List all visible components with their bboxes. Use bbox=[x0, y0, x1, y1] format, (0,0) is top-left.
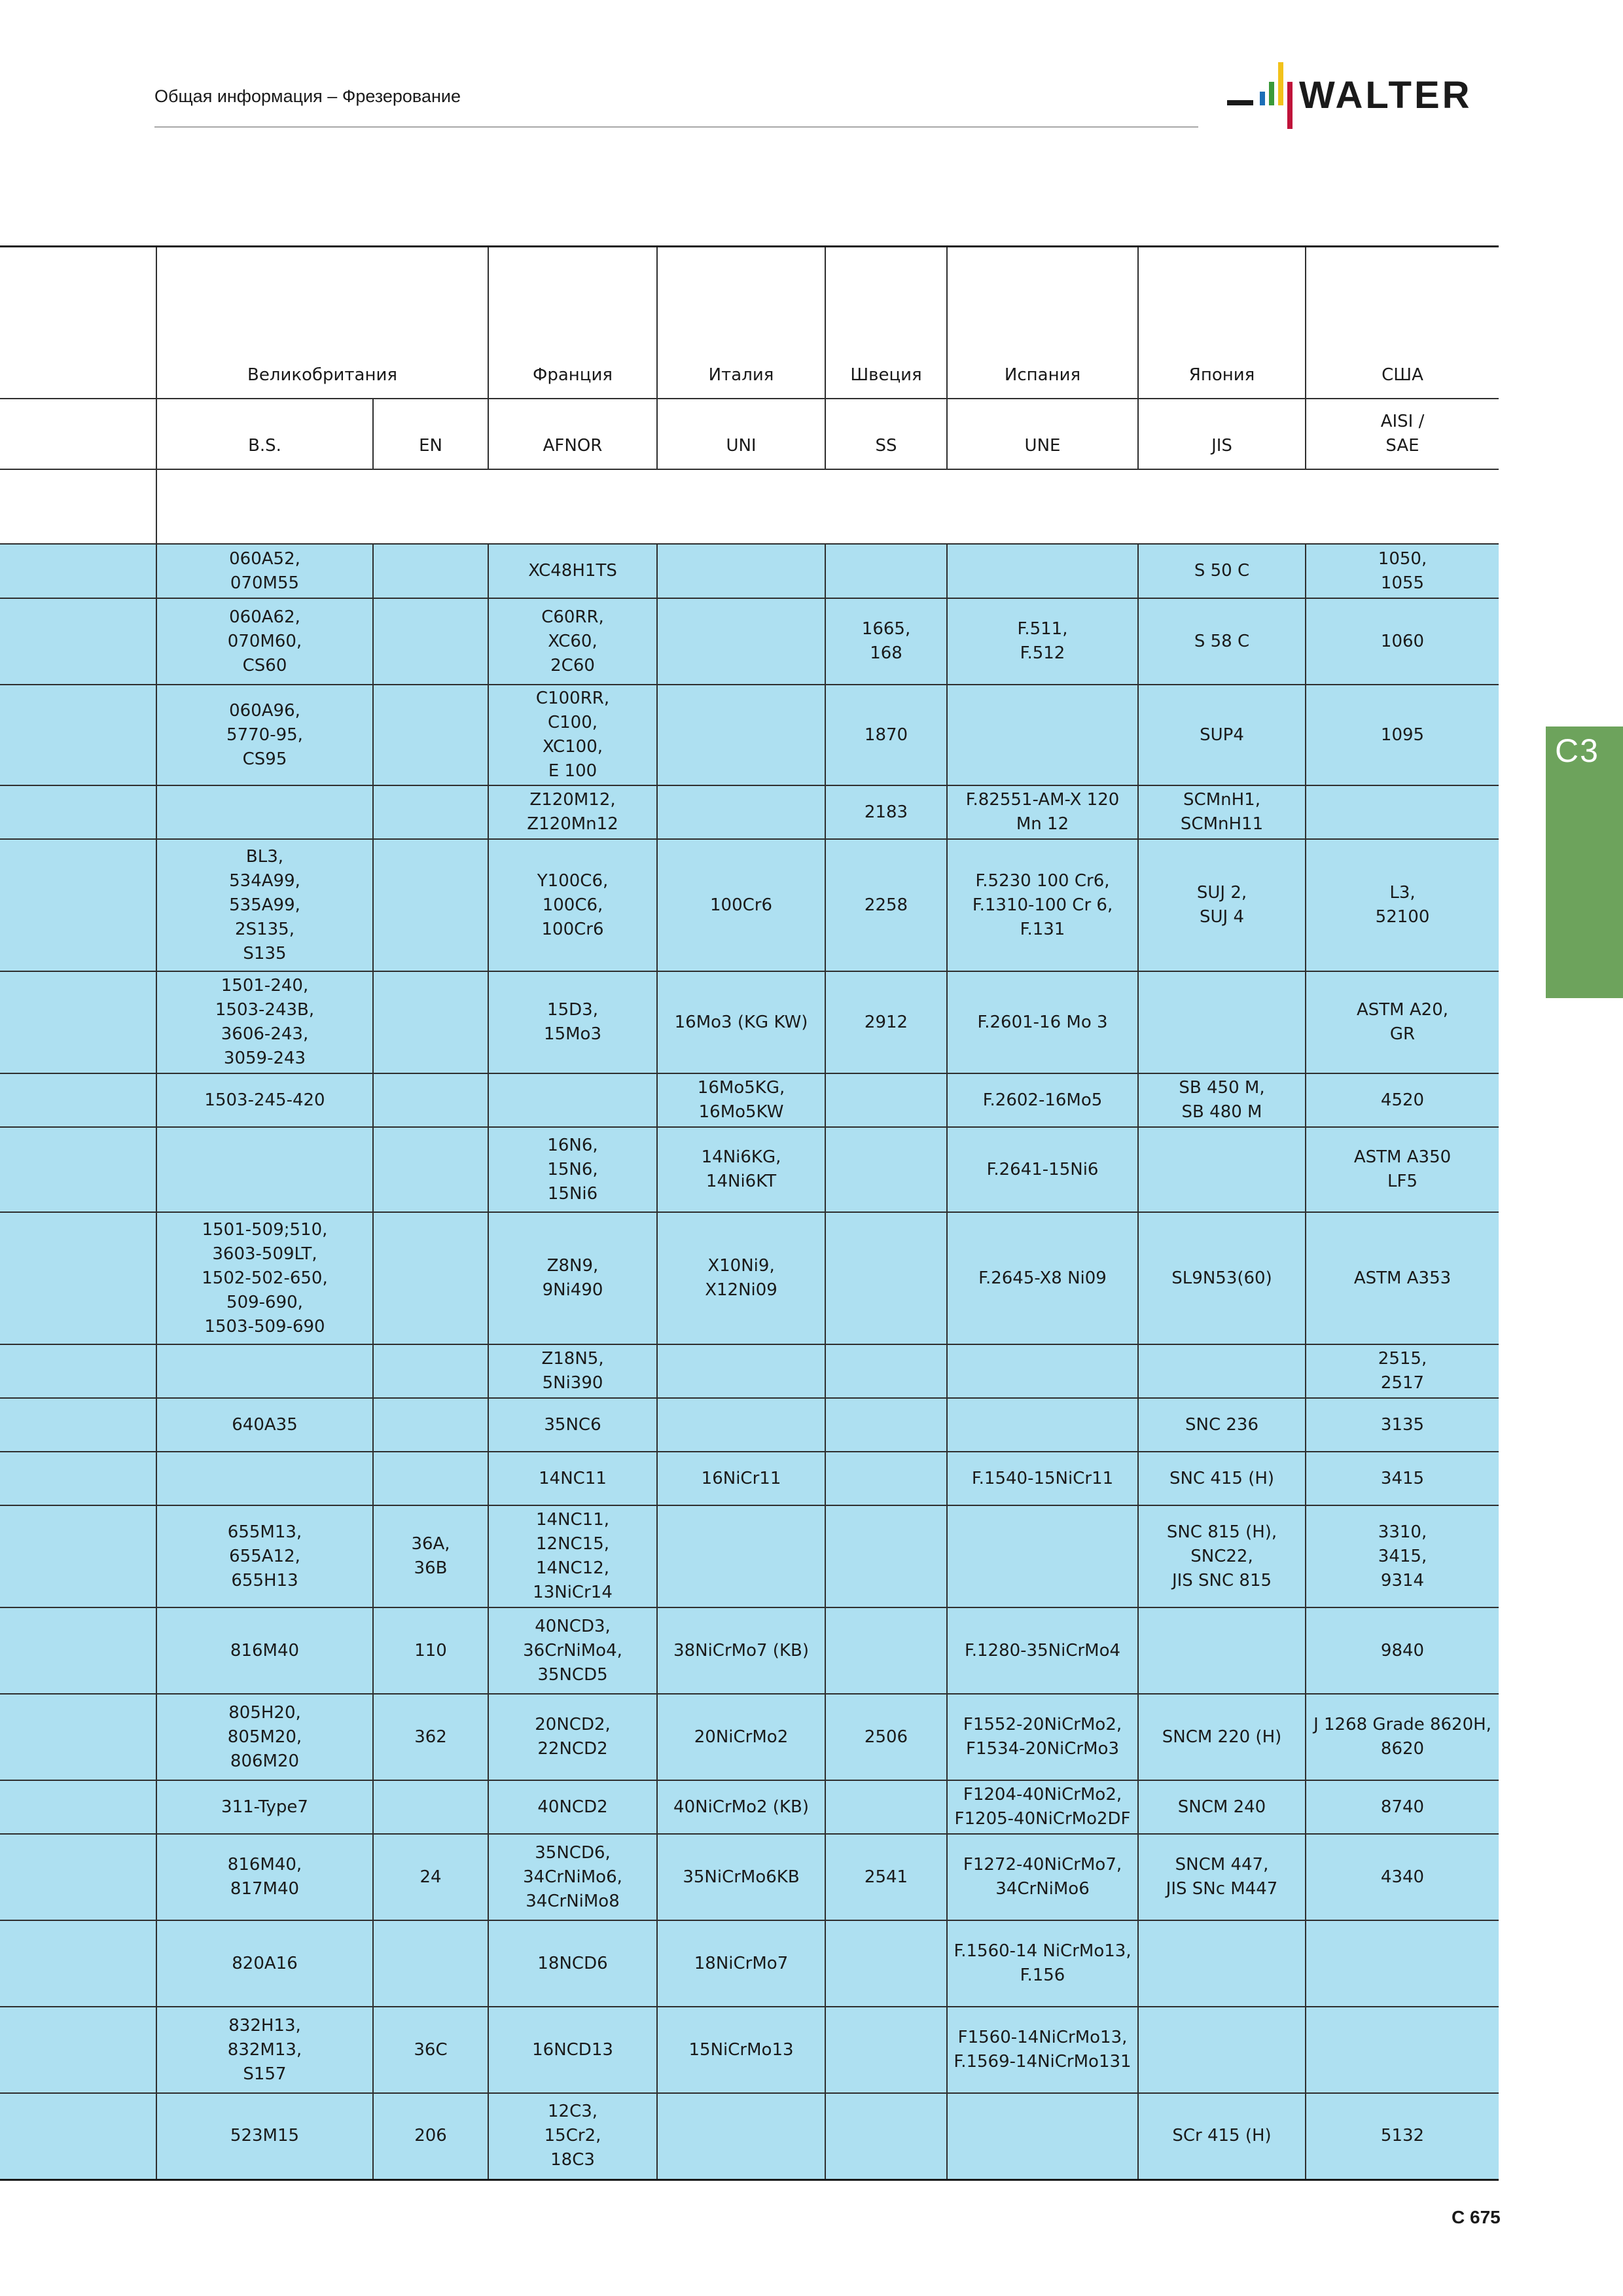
cell-uni bbox=[657, 1505, 825, 1607]
cell-ss bbox=[825, 1212, 947, 1344]
cell-une bbox=[947, 685, 1138, 785]
table-row bbox=[0, 785, 1499, 839]
cell-ss: 1665, 168 bbox=[825, 598, 947, 685]
cell-ss bbox=[825, 1780, 947, 1834]
cell-bs bbox=[156, 1344, 373, 1398]
cell-afnor: 16NCD13 bbox=[488, 2007, 657, 2093]
cell-uni: 40NiCrMo2 (KB) bbox=[657, 1780, 825, 1834]
cell-aisi: 8740 bbox=[1306, 1780, 1499, 1834]
cell-ss: 1870 bbox=[825, 685, 947, 785]
cell-ss bbox=[825, 1398, 947, 1452]
cell-une: F1560-14NiCrMo13, F.1569-14NiCrMo131 bbox=[947, 2007, 1138, 2093]
cell-ss: 2912 bbox=[825, 971, 947, 1073]
table-row bbox=[0, 1780, 1499, 1834]
cell-bs bbox=[156, 1127, 373, 1212]
header-rule bbox=[154, 126, 1198, 128]
cell-uni: 16Mo5KG, 16Mo5KW bbox=[657, 1073, 825, 1127]
cell-bs: 832H13, 832M13, S157 bbox=[156, 2007, 373, 2093]
cell-uni: 18NiCrMo7 bbox=[657, 1920, 825, 2007]
cell-jis: SCr 415 (H) bbox=[1138, 2093, 1306, 2179]
cell-en: 24 bbox=[373, 1834, 488, 1920]
cell-bs: 1501-509;510, 3603-509LT, 1502-502-650, 509-690, 1503-509-690 bbox=[156, 1212, 373, 1344]
header-country-uk: Великобритания bbox=[156, 247, 488, 399]
cell-aisi: 3415 bbox=[1306, 1452, 1499, 1505]
table-row bbox=[0, 1607, 1499, 1694]
cell-une: F1552-20NiCrMo2, F1534-20NiCrMo3 bbox=[947, 1694, 1138, 1780]
cell-en bbox=[373, 544, 488, 598]
cell-jis: SB 450 M, SB 480 M bbox=[1138, 1073, 1306, 1127]
cell-bs: 311-Type7 bbox=[156, 1780, 373, 1834]
cell-une: F.2602-16Mo5 bbox=[947, 1073, 1138, 1127]
cell-bs: BL3, 534A99, 535A99, 2S135, S135 bbox=[156, 839, 373, 971]
cell-une: F.2645-X8 Ni09 bbox=[947, 1212, 1138, 1344]
cell-une bbox=[947, 1505, 1138, 1607]
cell-bs: 060A96, 5770-95, CS95 bbox=[156, 685, 373, 785]
cell-afnor bbox=[488, 1073, 657, 1127]
standard-header-row bbox=[0, 399, 1499, 469]
cell-bs: 640A35 bbox=[156, 1398, 373, 1452]
cell-bs: 060A62, 070M60, CS60 bbox=[156, 598, 373, 685]
cell-en bbox=[373, 785, 488, 839]
page-header-title: Общая информация – Фрезерование bbox=[154, 86, 461, 106]
table-row bbox=[0, 1398, 1499, 1452]
cell-jis: SCMnH1, SCMnH11 bbox=[1138, 785, 1306, 839]
header-standard-bs: B.S. bbox=[156, 399, 373, 469]
cell-ss: 2541 bbox=[825, 1834, 947, 1920]
cell-bs: 655M13, 655A12, 655H13 bbox=[156, 1505, 373, 1607]
cell-afnor: 14NC11 bbox=[488, 1452, 657, 1505]
cell-jis: SNC 236 bbox=[1138, 1398, 1306, 1452]
cell-aisi: 4520 bbox=[1306, 1073, 1499, 1127]
logo-bar-blue bbox=[1260, 92, 1265, 105]
cell-une: F.511, F.512 bbox=[947, 598, 1138, 685]
cell-aisi: L3, 52100 bbox=[1306, 839, 1499, 971]
cell-en: 36C bbox=[373, 2007, 488, 2093]
cell-en bbox=[373, 1073, 488, 1127]
cell-ss bbox=[825, 2007, 947, 2093]
row-label-cell bbox=[0, 1505, 156, 1607]
row-label-cell bbox=[0, 839, 156, 971]
table-row bbox=[0, 1073, 1499, 1127]
section-tab bbox=[1546, 726, 1623, 998]
section-tab-label: C3 bbox=[1555, 732, 1599, 769]
row-label-cell bbox=[0, 1694, 156, 1780]
cell-afnor: 35NCD6, 34CrNiMo6, 34CrNiMo8 bbox=[488, 1834, 657, 1920]
table-row bbox=[0, 1127, 1499, 1212]
cell-jis: S 50 C bbox=[1138, 544, 1306, 598]
cell-jis: SUJ 2, SUJ 4 bbox=[1138, 839, 1306, 971]
table-row bbox=[0, 971, 1499, 1073]
table-row bbox=[0, 1452, 1499, 1505]
spacer-cell bbox=[0, 469, 156, 544]
cell-une bbox=[947, 544, 1138, 598]
header-standard-uni: UNI bbox=[657, 399, 825, 469]
cell-afnor: 16N6, 15N6, 15Ni6 bbox=[488, 1127, 657, 1212]
cell-une: F.2641-15Ni6 bbox=[947, 1127, 1138, 1212]
country-header-row bbox=[0, 247, 1499, 399]
row-label-cell bbox=[0, 685, 156, 785]
cell-afnor: 12C3, 15Cr2, 18C3 bbox=[488, 2093, 657, 2179]
cell-aisi: 3310, 3415, 9314 bbox=[1306, 1505, 1499, 1607]
row-label-cell bbox=[0, 1834, 156, 1920]
page-number: C 675 bbox=[1452, 2207, 1501, 2227]
cell-une bbox=[947, 2093, 1138, 2179]
row-label-cell bbox=[0, 1780, 156, 1834]
cell-bs: 060A52, 070M55 bbox=[156, 544, 373, 598]
cell-afnor: 20NCD2, 22NCD2 bbox=[488, 1694, 657, 1780]
cell-afnor: 15D3, 15Mo3 bbox=[488, 971, 657, 1073]
cell-afnor: Z18N5, 5Ni390 bbox=[488, 1344, 657, 1398]
row-label-cell bbox=[0, 1452, 156, 1505]
header-standard-afnor: AFNOR bbox=[488, 399, 657, 469]
cell-uni: 38NiCrMo7 (KB) bbox=[657, 1607, 825, 1694]
cell-aisi: 5132 bbox=[1306, 2093, 1499, 2179]
cell-une: F.1540-15NiCr11 bbox=[947, 1452, 1138, 1505]
cell-jis: SNC 415 (H) bbox=[1138, 1452, 1306, 1505]
cell-jis: SNC 815 (H), SNC22, JIS SNC 815 bbox=[1138, 1505, 1306, 1607]
header-standard-en: EN bbox=[373, 399, 488, 469]
cell-ss: 2258 bbox=[825, 839, 947, 971]
cell-uni: 16NiCr11 bbox=[657, 1452, 825, 1505]
cell-en: 206 bbox=[373, 2093, 488, 2179]
row-label-cell bbox=[0, 785, 156, 839]
cell-en bbox=[373, 598, 488, 685]
cell-bs: 820A16 bbox=[156, 1920, 373, 2007]
cell-bs: 816M40 bbox=[156, 1607, 373, 1694]
cell-ss bbox=[825, 1452, 947, 1505]
cell-ss bbox=[825, 544, 947, 598]
cell-afnor: C100RR, C100, XC100, E 100 bbox=[488, 685, 657, 785]
cell-afnor: 35NC6 bbox=[488, 1398, 657, 1452]
cell-aisi: 1060 bbox=[1306, 598, 1499, 685]
cell-aisi: J 1268 Grade 8620H, 8620 bbox=[1306, 1694, 1499, 1780]
spacer-row bbox=[0, 469, 1499, 544]
table-row bbox=[0, 544, 1499, 598]
logo-bar-yellow bbox=[1278, 62, 1283, 105]
cell-en bbox=[373, 839, 488, 971]
header-standard-aisi-sae: AISI / SAE bbox=[1306, 399, 1499, 469]
row-label-cell bbox=[0, 1607, 156, 1694]
row-label-cell bbox=[0, 2007, 156, 2093]
cell-aisi: 3135 bbox=[1306, 1398, 1499, 1452]
table-row bbox=[0, 1344, 1499, 1398]
cell-uni: 100Cr6 bbox=[657, 839, 825, 971]
cell-afnor: C60RR, XC60, 2C60 bbox=[488, 598, 657, 685]
cell-en bbox=[373, 1127, 488, 1212]
cell-jis: SNCM 220 (H) bbox=[1138, 1694, 1306, 1780]
cell-uni: 14Ni6KG, 14Ni6KT bbox=[657, 1127, 825, 1212]
logo-bar-green bbox=[1269, 82, 1274, 105]
cell-une: F.1560-14 NiCrMo13, F.156 bbox=[947, 1920, 1138, 2007]
cell-ss bbox=[825, 1920, 947, 2007]
walter-logo bbox=[1227, 62, 1502, 134]
cell-uni bbox=[657, 2093, 825, 2179]
spacer-cell bbox=[156, 469, 1499, 544]
cell-afnor: Z8N9, 9Ni490 bbox=[488, 1212, 657, 1344]
cell-afnor: 40NCD2 bbox=[488, 1780, 657, 1834]
header-standard-une: UNE bbox=[947, 399, 1138, 469]
cell-afnor: XC48H1TS bbox=[488, 544, 657, 598]
cell-jis bbox=[1138, 1920, 1306, 2007]
logo-bar-dark bbox=[1227, 100, 1253, 105]
cell-aisi: 9840 bbox=[1306, 1607, 1499, 1694]
cell-en bbox=[373, 1920, 488, 2007]
cell-jis: SL9N53(60) bbox=[1138, 1212, 1306, 1344]
row-label-cell bbox=[0, 1127, 156, 1212]
header-standard-jis: JIS bbox=[1138, 399, 1306, 469]
cell-afnor: Z120M12, Z120Mn12 bbox=[488, 785, 657, 839]
cell-aisi bbox=[1306, 2007, 1499, 2093]
cell-en: 362 bbox=[373, 1694, 488, 1780]
cell-ss bbox=[825, 1505, 947, 1607]
cell-uni bbox=[657, 685, 825, 785]
table-row bbox=[0, 1920, 1499, 2007]
table-row bbox=[0, 1505, 1499, 1607]
table-row bbox=[0, 839, 1499, 971]
cell-ss: 2183 bbox=[825, 785, 947, 839]
header-country-japan: Япония bbox=[1138, 247, 1306, 399]
cell-aisi: 1050, 1055 bbox=[1306, 544, 1499, 598]
row-label-cell bbox=[0, 2093, 156, 2179]
row-label-cell bbox=[0, 598, 156, 685]
cell-bs: 805H20, 805M20, 806M20 bbox=[156, 1694, 373, 1780]
cell-aisi: ASTM A353 bbox=[1306, 1212, 1499, 1344]
cell-uni bbox=[657, 544, 825, 598]
table-row bbox=[0, 1212, 1499, 1344]
cell-une: F1272-40NiCrMo7, 34CrNiMo6 bbox=[947, 1834, 1138, 1920]
cell-en bbox=[373, 1344, 488, 1398]
cell-jis: SNCM 240 bbox=[1138, 1780, 1306, 1834]
row-label-cell bbox=[0, 1212, 156, 1344]
cell-bs: 1501-240, 1503-243B, 3606-243, 3059-243 bbox=[156, 971, 373, 1073]
header-blank bbox=[0, 399, 156, 469]
cell-jis: S 58 C bbox=[1138, 598, 1306, 685]
cell-en: 110 bbox=[373, 1607, 488, 1694]
cell-jis bbox=[1138, 971, 1306, 1073]
cell-ss bbox=[825, 1127, 947, 1212]
cell-en bbox=[373, 685, 488, 785]
cell-aisi: 1095 bbox=[1306, 685, 1499, 785]
cell-jis bbox=[1138, 1607, 1306, 1694]
header-country-italy: Италия bbox=[657, 247, 825, 399]
cell-une: F.82551-AM-X 120 Mn 12 bbox=[947, 785, 1138, 839]
cell-aisi bbox=[1306, 1920, 1499, 2007]
row-label-cell bbox=[0, 1073, 156, 1127]
row-label-cell bbox=[0, 544, 156, 598]
cell-jis: SUP4 bbox=[1138, 685, 1306, 785]
cell-uni: 20NiCrMo2 bbox=[657, 1694, 825, 1780]
cell-afnor: Y100C6, 100C6, 100Cr6 bbox=[488, 839, 657, 971]
cell-ss bbox=[825, 1344, 947, 1398]
cell-en bbox=[373, 1212, 488, 1344]
cell-uni bbox=[657, 1398, 825, 1452]
cell-uni bbox=[657, 785, 825, 839]
cell-une: F.2601-16 Mo 3 bbox=[947, 971, 1138, 1073]
logo-bar-red bbox=[1287, 82, 1293, 129]
cell-en bbox=[373, 971, 488, 1073]
cell-jis bbox=[1138, 1344, 1306, 1398]
row-label-cell bbox=[0, 971, 156, 1073]
cell-jis: SNCM 447, JIS SNc M447 bbox=[1138, 1834, 1306, 1920]
material-equivalents-table bbox=[0, 245, 1499, 2181]
cell-aisi: 2515, 2517 bbox=[1306, 1344, 1499, 1398]
cell-ss bbox=[825, 1073, 947, 1127]
cell-en: 36A, 36B bbox=[373, 1505, 488, 1607]
cell-ss: 2506 bbox=[825, 1694, 947, 1780]
cell-uni bbox=[657, 1344, 825, 1398]
cell-jis bbox=[1138, 2007, 1306, 2093]
table-row bbox=[0, 1834, 1499, 1920]
cell-en bbox=[373, 1780, 488, 1834]
header-country-usa: США bbox=[1306, 247, 1499, 399]
logo-wordmark: WALTER bbox=[1299, 74, 1472, 117]
cell-bs bbox=[156, 1452, 373, 1505]
row-label-cell bbox=[0, 1344, 156, 1398]
cell-une: F.1280-35NiCrMo4 bbox=[947, 1607, 1138, 1694]
cell-bs: 816M40, 817M40 bbox=[156, 1834, 373, 1920]
header-country-sweden: Швеция bbox=[825, 247, 947, 399]
cell-jis bbox=[1138, 1127, 1306, 1212]
header-country-france: Франция bbox=[488, 247, 657, 399]
cell-afnor: 14NC11, 12NC15, 14NC12, 13NiCr14 bbox=[488, 1505, 657, 1607]
cell-uni: 16Mo3 (KG KW) bbox=[657, 971, 825, 1073]
table-row bbox=[0, 2007, 1499, 2093]
row-label-cell bbox=[0, 1920, 156, 2007]
cell-uni: 15NiCrMo13 bbox=[657, 2007, 825, 2093]
cell-en bbox=[373, 1398, 488, 1452]
cell-bs bbox=[156, 785, 373, 839]
cell-une: F1204-40NiCrMo2, F1205-40NiCrMo2DF bbox=[947, 1780, 1138, 1834]
cell-afnor: 18NCD6 bbox=[488, 1920, 657, 2007]
cell-uni: X10Ni9, X12Ni09 bbox=[657, 1212, 825, 1344]
cell-aisi: 4340 bbox=[1306, 1834, 1499, 1920]
cell-aisi bbox=[1306, 785, 1499, 839]
table-row bbox=[0, 2093, 1499, 2179]
cell-une: F.5230 100 Cr6, F.1310-100 Cr 6, F.131 bbox=[947, 839, 1138, 971]
cell-aisi: ASTM A350 LF5 bbox=[1306, 1127, 1499, 1212]
cell-ss bbox=[825, 1607, 947, 1694]
table-row bbox=[0, 598, 1499, 685]
table-row bbox=[0, 1694, 1499, 1780]
cell-uni bbox=[657, 598, 825, 685]
cell-bs: 523M15 bbox=[156, 2093, 373, 2179]
cell-en bbox=[373, 1452, 488, 1505]
cell-ss bbox=[825, 2093, 947, 2179]
cell-bs: 1503-245-420 bbox=[156, 1073, 373, 1127]
row-label-cell bbox=[0, 1398, 156, 1452]
table-row bbox=[0, 685, 1499, 785]
header-blank bbox=[0, 247, 156, 399]
cell-afnor: 40NCD3, 36CrNiMo4, 35NCD5 bbox=[488, 1607, 657, 1694]
cell-uni: 35NiCrMo6KB bbox=[657, 1834, 825, 1920]
cell-aisi: ASTM A20, GR bbox=[1306, 971, 1499, 1073]
cell-une bbox=[947, 1344, 1138, 1398]
cell-une bbox=[947, 1398, 1138, 1452]
header-standard-ss: SS bbox=[825, 399, 947, 469]
header-country-spain: Испания bbox=[947, 247, 1138, 399]
